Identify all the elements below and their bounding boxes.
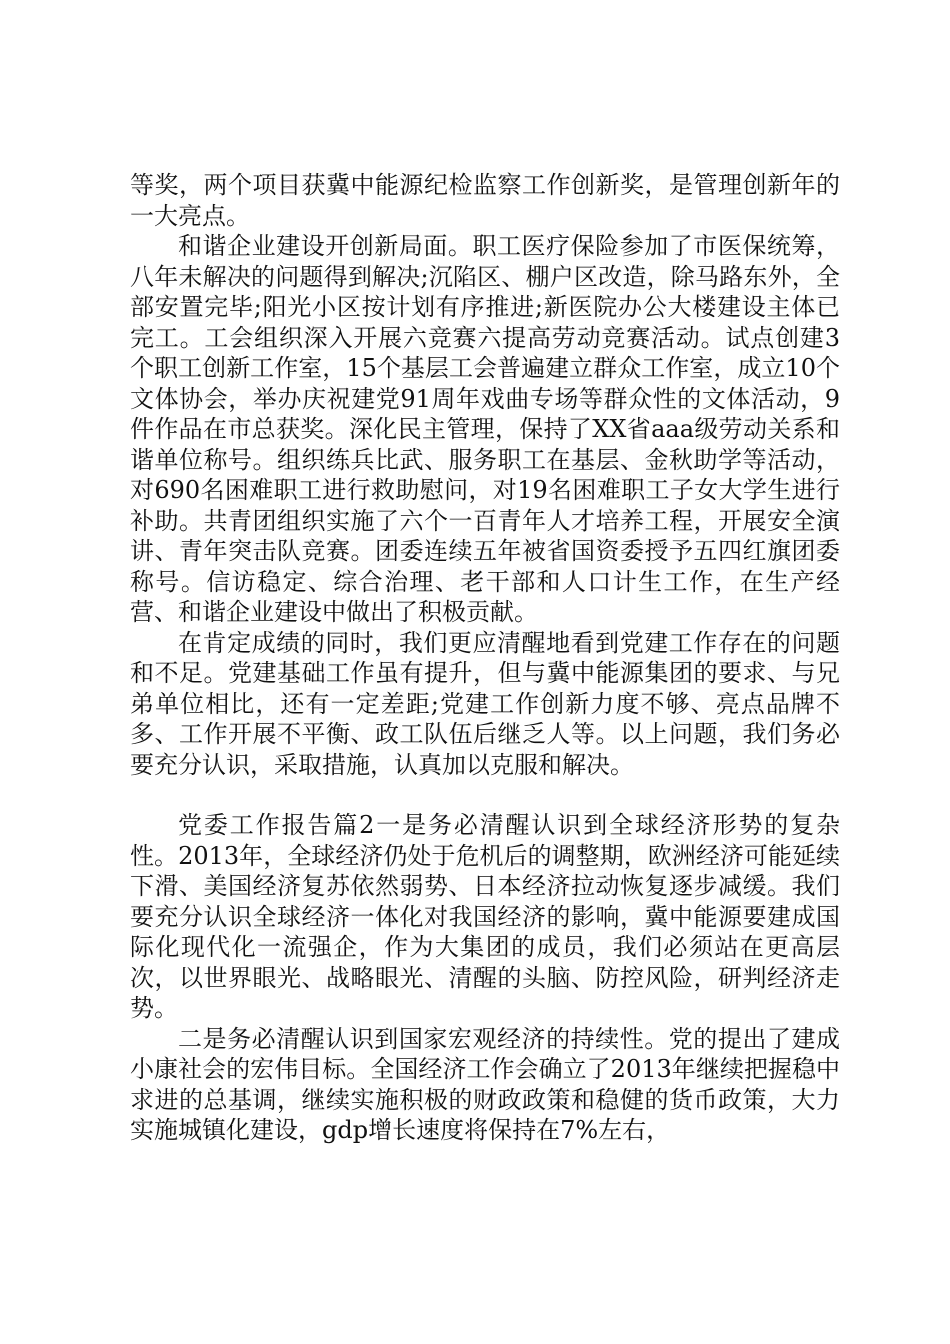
paragraph-4: 党委工作报告篇2一是务必清醒认识到全球经济形势的复杂性。2013年，全球经济仍处于危机后的调整期，欧洲经济可能延续下滑、美国经济复苏依然弱势、日本经济拉动恢复逐步减缓。我们要充分认识全球经济一体化对我国经济的影响，冀中能源要建成国际化现代化一流强企，作为大集团的成员，我们必须站在更高层次，以世界眼光、战略眼光、清醒的头脑、防控风险，研判经济走势。 <box>130 811 840 1022</box>
document-page <box>130 170 840 1146</box>
paragraph-gap <box>130 780 840 810</box>
paragraph-3: 在肯定成绩的同时，我们更应清醒地看到党建工作存在的问题和不足。党建基础工作虽有提升，但与冀中能源集团的要求、与兄弟单位相比，还有一定差距;党建工作创新力度不够、亮点品牌不多、工作开展不平衡、政工队伍后继乏人等。以上问题，我们务必要充分认识，采取措施，认真加以克服和解决。 <box>130 628 840 779</box>
paragraph-1: 等奖，两个项目获冀中能源纪检监察工作创新奖，是管理创新年的一大亮点。 <box>130 171 840 230</box>
paragraph-2: 和谐企业建设开创新局面。职工医疗保险参加了市医保统筹，八年未解决的问题得到解决;沉陷区、棚户区改造，除马路东外，全部安置完毕;阳光小区按计划有序推进;新医院办公大楼建设主体已完工。工会组织深入开展六竞赛六提高劳动竞赛活动。试点创建3个职工创新工作室，15个基层工会普遍建立群众工作室，成立10个文体协会，举办庆祝建党91周年戏曲专场等群众性的文体活动，9件作品在市总获奖。深化民主管理，保持了XX省aaa级劳动关系和谐单位称号。组织练兵比武、服务职工在基层、金秋助学等活动，对690名困难职工进行救助慰问，对19名困难职工子女大学生进行补助。共青团组织实施了六个一百青年人才培养工程，开展安全演讲、青年突击队竞赛。团委连续五年被省国资委授予五四红旗团委称号。信访稳定、综合治理、老干部和人口计生工作，在生产经营、和谐企业建设中做出了积极贡献。 <box>130 232 840 626</box>
paragraph-5: 二是务必清醒认识到国家宏观经济的持续性。党的提出了建成小康社会的宏伟目标。全国经济工作会确立了2013年继续把握稳中求进的总基调，继续实施积极的财政政策和稳健的货币政策，大力实施城镇化建设，gdp增长速度将保持在7%左右， <box>130 1024 840 1144</box>
